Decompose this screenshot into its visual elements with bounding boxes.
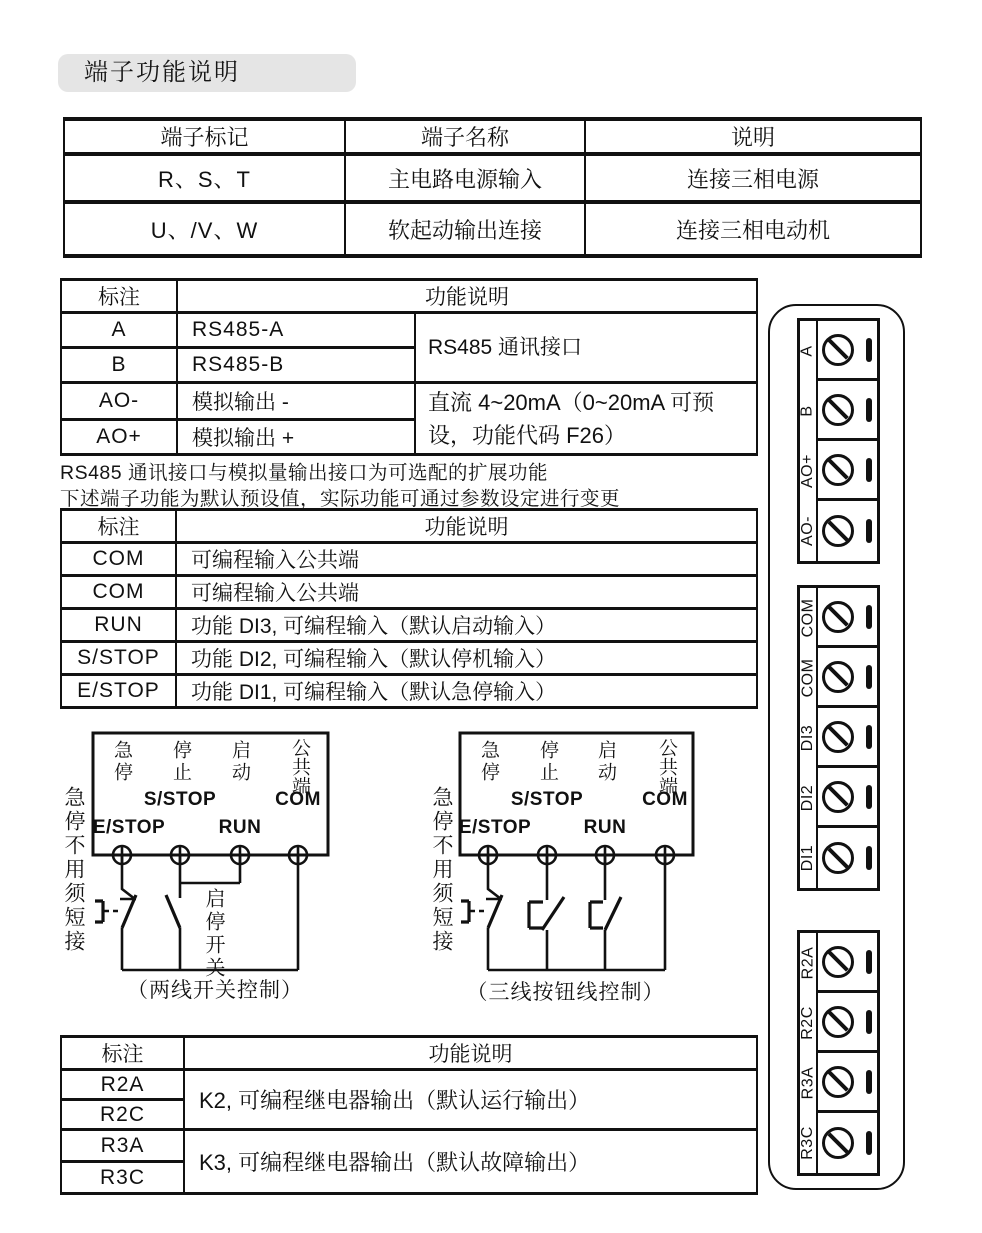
table-header-row xyxy=(61,1037,757,1070)
screw-terminal-icon xyxy=(818,828,877,888)
screw-terminal-icon xyxy=(818,1053,877,1113)
terminal-label: DI2 xyxy=(799,784,816,812)
screw-terminal-icon xyxy=(818,381,877,441)
terminal-label: AO+ xyxy=(799,454,816,488)
terminal-block xyxy=(768,304,905,1190)
col-header: 端子名称 xyxy=(345,119,585,154)
terminal-group-relays xyxy=(797,930,880,1176)
expansion-table xyxy=(60,278,756,456)
table-header-row xyxy=(61,280,757,313)
terminal-desc: K2, 可编程继电器输出（默认运行输出） xyxy=(184,1070,757,1130)
terminal-desc: 功能 DI3, 可编程输入（默认启动输入） xyxy=(176,609,757,642)
col-header: 功能说明 xyxy=(184,1037,757,1070)
terminal-mark: E/STOP xyxy=(61,675,176,708)
label-estop: E/STOP xyxy=(458,817,532,838)
terminal-desc: 连接三相电动机 xyxy=(585,202,921,256)
terminal-desc: RS485 通讯接口 xyxy=(415,313,757,383)
label-emergency-stop: 急停 xyxy=(478,740,499,784)
label-stop: 停止 xyxy=(537,740,558,784)
terminal-labels xyxy=(800,321,818,561)
terminal-name: 模拟输出 + xyxy=(177,420,415,455)
terminal-name: RS485-A xyxy=(177,313,415,348)
table-row xyxy=(61,576,757,609)
screw-terminal-icon xyxy=(818,501,877,561)
relay-table xyxy=(60,1035,756,1195)
table-header-row xyxy=(64,119,921,154)
two-wire-circuit xyxy=(95,855,298,970)
terminal-labels xyxy=(800,588,818,888)
screw-terminal-icon xyxy=(818,588,877,648)
terminal-desc: 连接三相电源 xyxy=(585,154,921,202)
terminal-group-comm xyxy=(797,318,880,564)
screw-terminal-icon xyxy=(818,933,877,993)
screw-terminal-icon xyxy=(818,993,877,1053)
terminal-circle-icons xyxy=(113,846,674,864)
terminal-mark: AO- xyxy=(61,383,177,420)
terminal-label: COM xyxy=(799,658,817,698)
side-note-right: 急停不用须短接 xyxy=(430,786,453,954)
terminal-label: R3A xyxy=(799,1066,816,1100)
terminal-mark: COM xyxy=(61,576,176,609)
col-header: 功能说明 xyxy=(176,510,757,543)
terminal-mark: S/STOP xyxy=(61,642,176,675)
screw-terminal-icon xyxy=(818,768,877,828)
terminal-mark: COM xyxy=(61,543,176,576)
terminal-name: 主电路电源输入 xyxy=(345,154,585,202)
table-header-row xyxy=(61,510,757,543)
terminal-labels xyxy=(800,933,818,1173)
three-wire-circuit xyxy=(461,855,665,970)
side-note-left: 急停不用须短接 xyxy=(62,786,85,954)
terminal-desc: 功能 DI1, 可编程输入（默认急停输入） xyxy=(176,675,757,708)
table-row xyxy=(61,543,757,576)
screw-terminal-icon xyxy=(818,648,877,708)
col-header: 端子标记 xyxy=(64,119,345,154)
label-start: 启动 xyxy=(229,740,250,784)
label-stop: 停止 xyxy=(170,740,191,784)
terminal-name: 模拟输出 - xyxy=(177,383,415,420)
col-header: 标注 xyxy=(61,1037,184,1070)
terminal-name: RS485-B xyxy=(177,348,415,383)
table-row xyxy=(61,675,757,708)
terminal-label: DI1 xyxy=(799,844,816,872)
table-row xyxy=(61,1130,757,1162)
terminal-label: DI3 xyxy=(799,724,816,752)
terminal-mark: B xyxy=(61,348,177,383)
two-wire-caption: （两线开关控制） xyxy=(127,979,303,1002)
col-header: 标注 xyxy=(61,510,176,543)
terminal-mark: AO+ xyxy=(61,420,177,455)
three-wire-caption: （三线按钮线控制） xyxy=(466,981,665,1004)
terminal-cells xyxy=(818,588,877,888)
col-header: 说明 xyxy=(585,119,921,154)
label-com: COM xyxy=(275,789,321,810)
screw-terminal-icon xyxy=(818,321,877,381)
label-sstop: S/STOP xyxy=(510,789,584,810)
start-stop-switch-label: 启停开关 xyxy=(202,888,224,980)
table-row xyxy=(61,642,757,675)
table-row xyxy=(61,1070,757,1100)
terminal-mark: R2A xyxy=(61,1070,184,1100)
terminal-mark: A xyxy=(61,313,177,348)
terminal-desc: 可编程输入公共端 xyxy=(176,576,757,609)
label-common: 公共端 xyxy=(656,738,677,795)
col-header: 功能说明 xyxy=(177,280,757,313)
terminal-desc: 功能 DI2, 可编程输入（默认停机输入） xyxy=(176,642,757,675)
digital-input-table xyxy=(60,508,756,709)
terminal-name: 软起动输出连接 xyxy=(345,202,585,256)
terminal-desc: 可编程输入公共端 xyxy=(176,543,757,576)
main-terminal-table xyxy=(63,117,920,258)
table-row xyxy=(61,383,757,420)
table-row xyxy=(61,609,757,642)
page-title: 端子功能说明 xyxy=(58,54,356,92)
col-header: 标注 xyxy=(61,280,177,313)
terminal-cells xyxy=(818,933,877,1173)
table-row xyxy=(61,313,757,348)
label-estop: E/STOP xyxy=(92,817,166,838)
terminal-mark: R2C xyxy=(61,1100,184,1130)
terminal-mark: R3C xyxy=(61,1162,184,1194)
note-line-1: RS485 通讯接口与模拟量输出接口为可选配的扩展功能 xyxy=(60,462,549,484)
terminal-label: R2A xyxy=(799,946,816,980)
terminal-mark: U、/V、W xyxy=(64,202,345,256)
screw-terminal-icon xyxy=(818,441,877,501)
terminal-mark: R、S、T xyxy=(64,154,345,202)
label-common: 公共端 xyxy=(289,738,310,795)
table-row xyxy=(64,154,921,202)
terminal-label: AO- xyxy=(799,516,817,546)
label-run: RUN xyxy=(583,817,627,838)
label-run: RUN xyxy=(218,817,262,838)
terminal-label: A xyxy=(798,345,816,357)
terminal-label: R3C xyxy=(799,1126,817,1160)
terminal-label: R2C xyxy=(799,1006,817,1040)
label-com: COM xyxy=(642,789,688,810)
table-row xyxy=(64,202,921,256)
label-start: 启动 xyxy=(595,740,616,784)
screw-terminal-icon xyxy=(818,1113,877,1173)
label-sstop: S/STOP xyxy=(143,789,217,810)
terminal-label: COM xyxy=(799,598,817,638)
terminal-mark: R3A xyxy=(61,1130,184,1162)
screw-terminal-icon xyxy=(818,708,877,768)
label-emergency-stop: 急停 xyxy=(111,740,132,784)
terminal-group-inputs xyxy=(797,585,880,891)
note-line-2: 下述端子功能为默认预设值，实际功能可通过参数设定进行变更 xyxy=(60,488,621,510)
terminal-desc: 直流 4~20mA（0~20mA 可预设，功能代码 F26） xyxy=(415,383,757,455)
terminal-mark: RUN xyxy=(61,609,176,642)
terminal-cells xyxy=(818,321,877,561)
terminal-label: B xyxy=(798,405,816,417)
terminal-desc: K3, 可编程继电器输出（默认故障输出） xyxy=(184,1130,757,1194)
